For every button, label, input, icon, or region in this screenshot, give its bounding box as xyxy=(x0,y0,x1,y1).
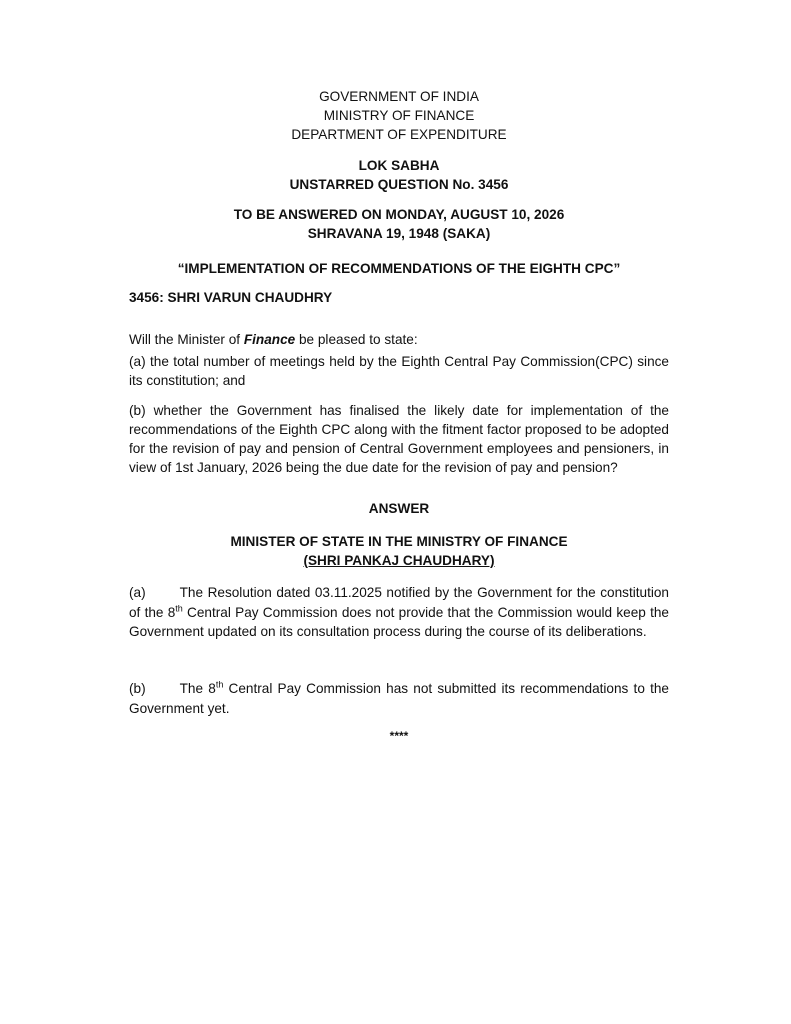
question-number: UNSTARRED QUESTION No. 3456 xyxy=(289,177,509,192)
end-marker: **** xyxy=(389,729,409,743)
document-header xyxy=(129,87,669,144)
answer-b-label: (b) xyxy=(129,681,146,696)
question-subject: “IMPLEMENTATION OF RECOMMENDATIONS OF THE EIGHTH CPC” xyxy=(177,261,621,276)
answer-part-a xyxy=(129,583,669,642)
house-name: LOK SABHA xyxy=(358,158,440,173)
answer-date: TO BE ANSWERED ON MONDAY, AUGUST 10, 2026 xyxy=(233,207,565,222)
answer-heading: ANSWER xyxy=(368,501,430,516)
member-name: 3456: SHRI VARUN CHAUDHRY xyxy=(129,290,333,305)
question-part-a: (a) the total number of meetings held by the Eighth Central Pay Commission(CPC) since its constitution; and xyxy=(129,354,669,388)
minister-name: (SHRI PANKAJ CHAUDHARY) xyxy=(303,553,495,568)
answer-part-b xyxy=(129,679,669,718)
answer-a-sup: th xyxy=(175,602,183,613)
answer-b-text-post: Central Pay Commission has not submitted its recommendations to the Government yet. xyxy=(129,681,669,716)
header-government: GOVERNMENT OF INDIA xyxy=(319,89,479,104)
header-department: DEPARTMENT OF EXPENDITURE xyxy=(291,127,507,142)
minister-title: MINISTER OF STATE IN THE MINISTRY OF FINANCE xyxy=(230,534,568,549)
minister-block xyxy=(129,532,669,570)
intro-suffix: be pleased to state: xyxy=(295,332,418,347)
house-block xyxy=(129,156,669,194)
answer-a-text-pre: The Resolution dated 03.11.2025 notified by the Government for the constitution of the 8 xyxy=(129,585,669,620)
answer-a-text-post: Central Pay Commission does not provide that the Commission would keep the Government updated on its consultation process during the course of its deliberations. xyxy=(129,604,669,639)
intro-prefix: Will the Minister of xyxy=(129,332,244,347)
header-ministry: MINISTRY OF FINANCE xyxy=(323,108,475,123)
intro-emphasis: Finance xyxy=(243,332,296,347)
question-intro xyxy=(129,330,669,349)
answer-date-block xyxy=(129,205,669,243)
answer-a-label: (a) xyxy=(129,585,146,600)
answer-b-sup: th xyxy=(215,679,224,690)
answer-b-text-pre: The 8 xyxy=(179,681,216,696)
question-part-b: (b) whether the Government has finalised the likely date for implementation of the recommendations of the Eighth CPC along with the fitment factor proposed to be adopted for the revision of pay and pension of Central Government employees and pensioners, in view of 1st January, 2026 being the due date for the revision of pay and pension? xyxy=(129,403,669,475)
saka-date: SHRAVANA 19, 1948 (SAKA) xyxy=(307,226,491,241)
